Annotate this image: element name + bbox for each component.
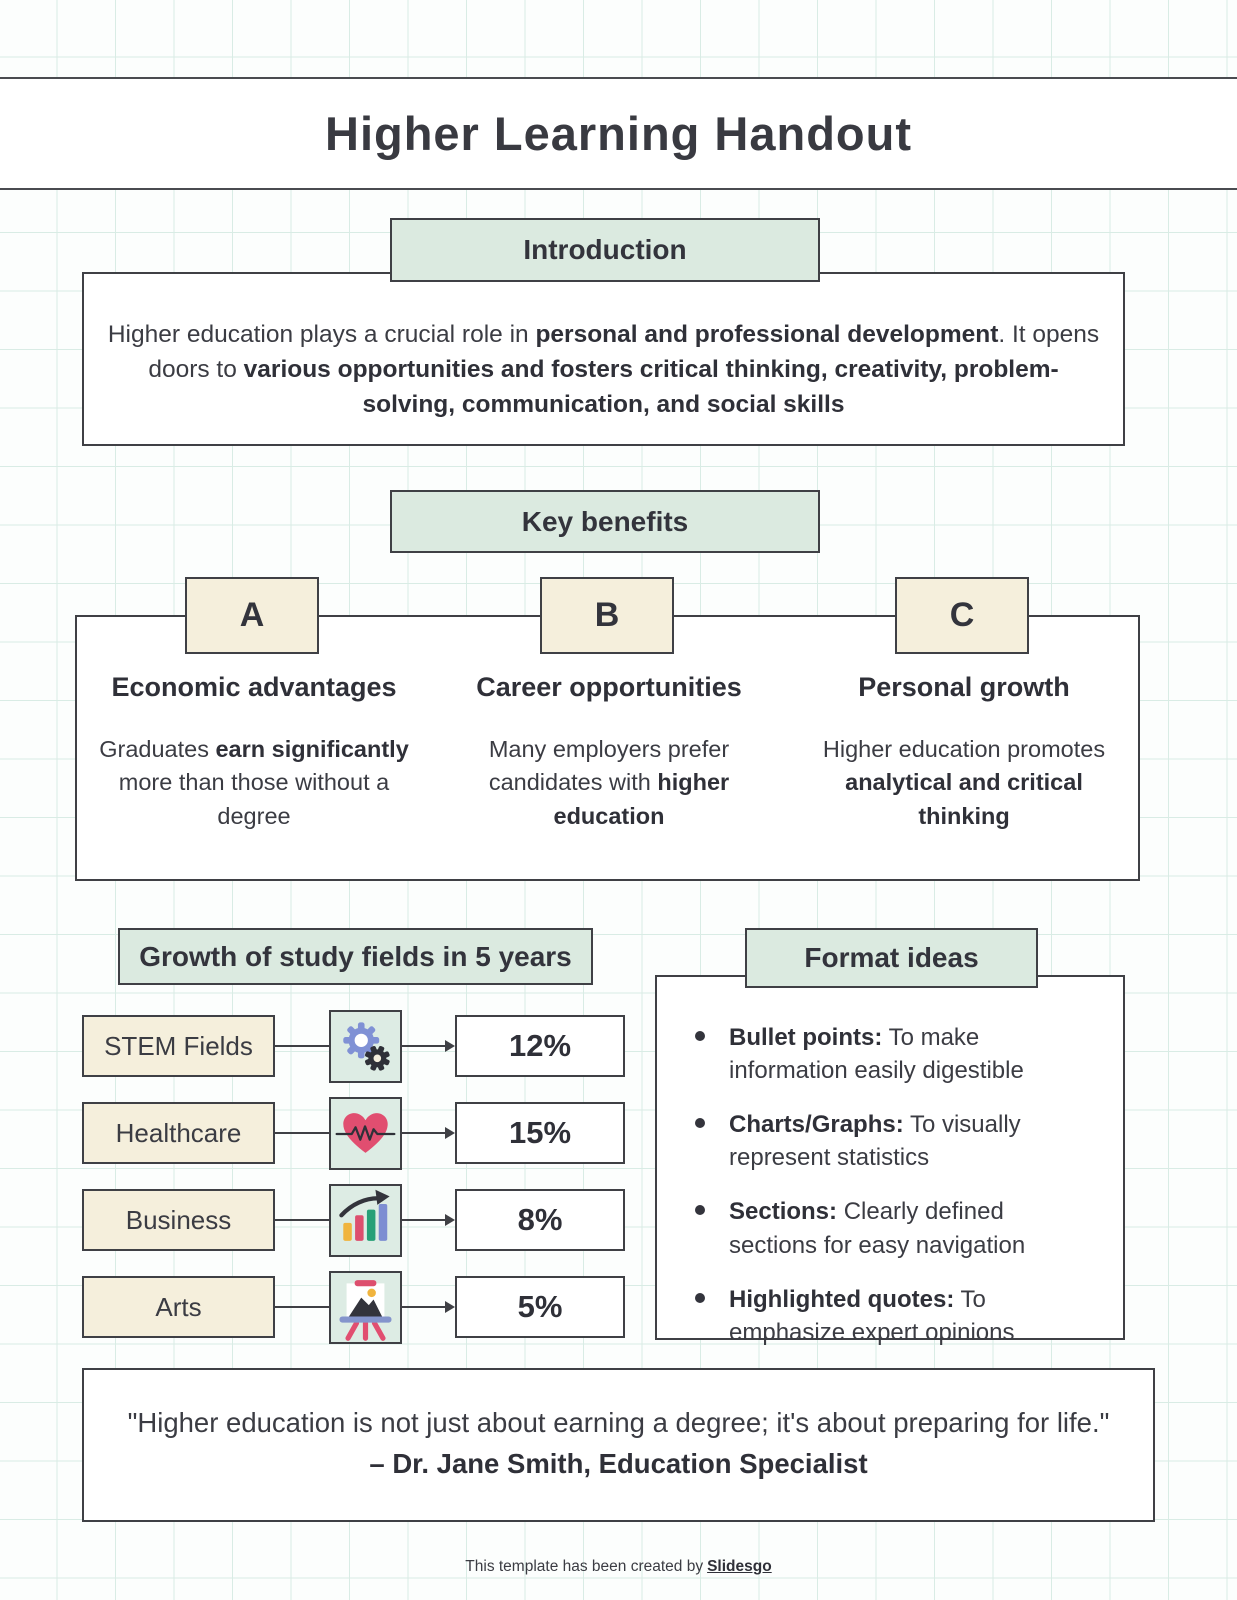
field-label: Business	[82, 1189, 275, 1251]
footer-text: This template has been created by	[465, 1558, 704, 1575]
benefit-title: Career opportunities	[476, 672, 742, 702]
arrow-right-icon	[445, 1040, 455, 1052]
section-label-introduction: Introduction	[390, 218, 820, 282]
gears-icon	[331, 1012, 400, 1081]
growth-row-healthcare	[82, 1097, 625, 1170]
connector-line	[275, 1306, 329, 1308]
bullet-dot	[695, 1205, 705, 1215]
benefit-column-economic	[84, 672, 424, 833]
bullet-dot	[695, 1118, 705, 1128]
arrow-right-icon	[445, 1301, 455, 1313]
introduction-text: Higher education plays a crucial role in personal and professional development. It opens doors to various opportunities and fosters critical thinking, creativity, problem-solving, communication, and social skills	[107, 321, 1100, 418]
quote-text: "Higher education is not just about earning a degree; it's about preparing for life."	[127, 1407, 1110, 1438]
bullet-dot	[695, 1293, 705, 1303]
page-title: Higher Learning Handout	[325, 107, 912, 160]
growth-row-business	[82, 1184, 625, 1257]
benefit-letter-c: C	[895, 577, 1029, 654]
benefit-body: Many employers prefer candidates with higher education	[488, 736, 730, 829]
bar-chart-icon	[331, 1186, 400, 1255]
list-item	[695, 1195, 1093, 1261]
growth-value: 15%	[455, 1102, 625, 1164]
title-band	[0, 77, 1237, 190]
quote-box	[82, 1368, 1155, 1522]
footer	[0, 1558, 1237, 1576]
benefit-title: Economic advantages	[111, 672, 397, 702]
growth-row-arts	[82, 1271, 625, 1344]
connector-line	[402, 1306, 446, 1308]
benefit-title: Personal growth	[858, 672, 1070, 702]
benefit-body: Higher education promotes analytical and critical thinking	[822, 736, 1106, 829]
heart-pulse-icon	[331, 1099, 400, 1168]
list-item	[695, 1283, 1093, 1349]
bullet-text: Bullet points: To make information easily digestible	[729, 1024, 1024, 1085]
icon-box	[329, 1010, 402, 1083]
growth-value: 5%	[455, 1276, 625, 1338]
section-label-key-benefits: Key benefits	[390, 490, 820, 553]
field-label: Arts	[82, 1276, 275, 1338]
growth-value: 12%	[455, 1015, 625, 1077]
key-benefits-box	[75, 615, 1140, 881]
bullet-text: Sections: Clearly defined sections for easy navigation	[729, 1198, 1026, 1259]
format-ideas-box	[655, 975, 1125, 1346]
bullet-text: Highlighted quotes: To emphasize expert opinions	[729, 1285, 1015, 1346]
list-item	[695, 1021, 1093, 1087]
arrow-right-icon	[445, 1127, 455, 1139]
slidesgo-link[interactable]: Slidesgo	[707, 1558, 772, 1575]
icon-box	[329, 1184, 402, 1257]
connector-line	[275, 1219, 329, 1221]
benefit-letter-b: B	[540, 577, 674, 654]
benefit-body: Graduates earn significantly more than those without a degree	[99, 736, 409, 829]
introduction-box	[82, 272, 1125, 446]
benefit-column-personal	[794, 672, 1134, 833]
quote-attribution: – Dr. Jane Smith, Education Specialist	[369, 1448, 868, 1479]
connector-line	[275, 1132, 329, 1134]
bullet-text: Charts/Graphs: To visually represent statistics	[729, 1111, 1021, 1172]
list-item	[695, 1108, 1093, 1174]
bullet-dot	[695, 1031, 705, 1041]
benefit-column-career	[439, 672, 779, 833]
arrow-right-icon	[445, 1214, 455, 1226]
connector-line	[402, 1132, 446, 1134]
benefit-letter-a: A	[185, 577, 319, 654]
field-label: STEM Fields	[82, 1015, 275, 1077]
growth-value: 8%	[455, 1189, 625, 1251]
connector-line	[275, 1045, 329, 1047]
connector-line	[402, 1219, 446, 1221]
icon-box	[329, 1271, 402, 1344]
easel-icon	[331, 1273, 400, 1342]
section-label-format-ideas: Format ideas	[745, 928, 1038, 988]
growth-row-stem	[82, 1010, 625, 1083]
icon-box	[329, 1097, 402, 1170]
section-label-growth: Growth of study fields in 5 years	[118, 928, 593, 985]
field-label: Healthcare	[82, 1102, 275, 1164]
connector-line	[402, 1045, 446, 1047]
format-ideas-list	[657, 977, 1123, 1349]
